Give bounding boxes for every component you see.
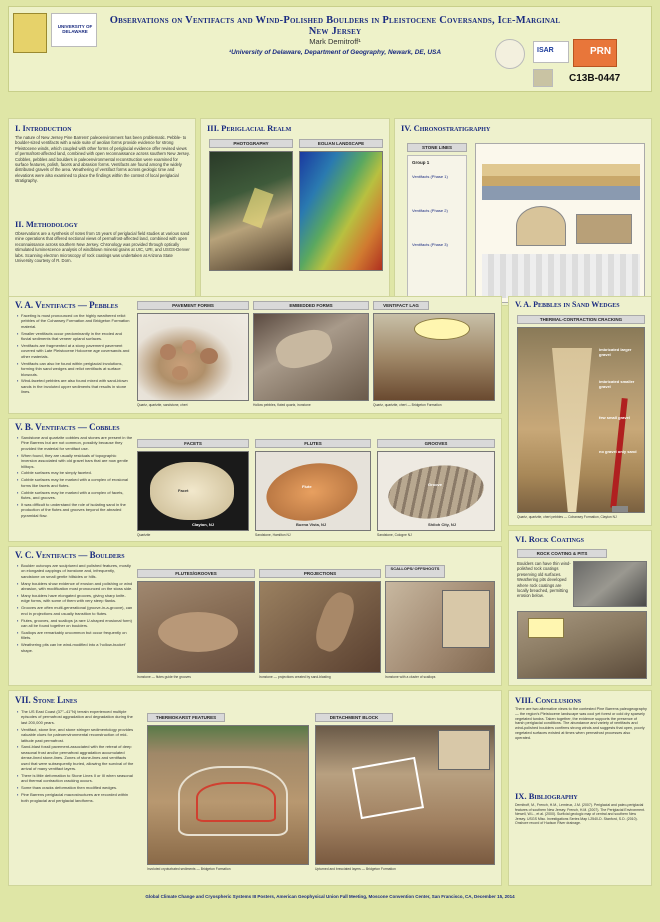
flutes-grooves-label: FLUTES/GROOVES [137, 569, 255, 578]
pebbles-bullet: ▪ Faceting is most pronounced on the highly weathered relict pebbles of the Cohansey Formation and Bridgeton Formation material. [17, 313, 133, 329]
facet-tag: Facet [178, 488, 189, 493]
boulders-panel [8, 546, 502, 686]
rock-coatings-panel [508, 530, 652, 686]
stone-lines-label: STONE LINES [407, 143, 467, 152]
pebbles-bullets [17, 313, 133, 396]
flute-place: Buena Vista, NJ [296, 522, 327, 527]
cobbles-bullet: ▪ Cobble surfaces may be simply faceted. [17, 470, 133, 475]
boulders-bullet: ▪ Scallops are remarkably uncommon but occur frequently on fillets. [17, 630, 133, 641]
boulders-bullet: ▪ Grooves are often multi-generational (groove-in-a-groove), can end in projections and usually transition to flutes. [17, 605, 133, 616]
intro-panel [8, 118, 196, 306]
photography-label: PHOTOGRAPHY [209, 139, 293, 148]
boulders-bullet: ▪ Boulder outcrops are sculptured and polished features, mostly on elongated cappings of ironstone and, infrequently, sandstone on small gentle hillsides or hills. [17, 563, 133, 579]
annotation-no-gravel: no gravel only sand [599, 449, 637, 454]
groove-tag: Groove [428, 482, 443, 487]
pebbles-bullet: ▪ Smaller ventifacts occur predominantly in the eroded and fluvial sediments that veneer upland surfaces. [17, 331, 133, 342]
flutes-grooves-caption: Ironstone — flutes guide the grooves [137, 675, 191, 679]
pebbles-bullet: ▪ Wind-faceted pebbles are also found mixed with sand-blown sands in the involuted upper sediments that results in stone lines. [17, 378, 133, 394]
poster-title: Observations on Ventifacts and Wind-Polished Boulders in Pleistocene Coversands, Ice-Marginal New Jersey [109, 15, 561, 37]
ventifact-phase-3: Ventifacts (Phase 3) [412, 242, 448, 247]
chrono-title: IV. Chronostratigraphy [401, 123, 491, 133]
flutes-photo [255, 451, 371, 531]
thermokarst-photo [147, 725, 309, 865]
detachment-caption: Upturned and brecciated layers — Bridgeton Formation [315, 867, 396, 871]
flutes-caption: Sandstone, Hamilton NJ [255, 533, 291, 537]
boulders-bullet: ▪ Many boulders have elongated grooves, giving sharp knife-edge forms, with some of them with very steep flanks. [17, 593, 133, 604]
boulders-bullet: ▪ Flutes, grooves, and scallops (a rare U-shaped erosional form) can all be found together on boulders. [17, 618, 133, 629]
ventifact-phase-1: Ventifacts (Phase 1) [412, 174, 448, 179]
stone-lines-bullet: ▪ Some thaw cracks deformation then modified wedges. [17, 785, 135, 790]
thermal-contraction-label: THERMAL-CONTRACTION CRACKING [517, 315, 645, 324]
ventifact-lag-photo [373, 313, 495, 401]
small-emblem-logo [533, 69, 553, 87]
annotation-larger-gravel: imbricated larger gravel [599, 347, 632, 357]
rock-coating-photo-1 [573, 561, 647, 607]
eolian-landscape-label: EOLIAN LANDSCAPE [299, 139, 383, 148]
ventifact-lag-caption: Quartz, quartzite, chert — Bridgeton Formation [373, 403, 442, 407]
pavement-forms-label: PAVEMENT FORMS [137, 301, 249, 310]
sand-wedge-caption: Quartz, quartzite, chert pebbles — Cohansey Formation, Clayton NJ [517, 515, 617, 519]
affiliation: ¹University of Delaware, Department of Geography, Newark, DE, USA [228, 49, 442, 56]
rock-coating-pits-label: ROCK COATING & PITS [517, 549, 607, 558]
projections-label: PROJECTIONS [259, 569, 381, 578]
bibliography-text: Demitroff, M., French, H.M., Lemieux, J.M. (2007). Periglacial and paleo-periglacial features of southern New Jersey. French, H.M. (2007). The Periglacial Environment. Newell, W.L., et al. (2000). Surficial geologic map of central and southern New Jersey. USGS Misc. Investigations Series Map I-2540-D. Stanford, S.D. (2010). Onshore record of Hudson River drainage. [515, 803, 646, 826]
bibliography-title: IX. Bibliography [515, 791, 578, 801]
pavement-caption: Quartz, quartzite, sandstone, chert [137, 403, 188, 407]
annotation-few-small-gravel: few small gravel [599, 415, 630, 420]
boulders-bullet: ▪ Many boulders show evidence of erosion and polishing or wind abrasion, with modification most pronounced on the stoss side. [17, 581, 133, 592]
cobbles-bullet: ▪ When found, they are usually residuals of topographic inversion associated with old gravel bars that are now gentle hilltops. [17, 453, 133, 469]
rock-coatings-text: Boulders can have thin wind-polished rock coatings preserving old surfaces. Weathering pits developed where rock coatings are locally breached, permitting erosion below. [517, 561, 571, 599]
society-seal-logo [495, 39, 525, 69]
methodology-text: Observations are a synthesis of notes from 15 years of periglacial field studies at various sand mine operations that offered sectional views of permafrost-affected land, combined with open reconnaissance across southern New Jersey. Chronology was provided through optically stimulated luminescence analysis of windblown mineral grains at UIC, URI, and USGS-Denver labs. Scanning electron microscopy of rock coatings was undertaken at Arizona State University courtesy of R. Dorn. [15, 231, 190, 264]
facets-caption: Quartzite [137, 533, 151, 537]
stone-lines-bullet: ▪ Sand-blast fossil pavement-associated with the retreat of deep seasonal frost and/or permafrost aggradation accumulated dense-lined stone-lines. Zones of stone-lines and ventifacts used that were subsequently buried, allowing the survival of the arrival of many ventifact layers. [17, 744, 135, 771]
eolian-landscape-map [299, 151, 383, 271]
embedded-forms-photo [253, 313, 369, 401]
rock-coating-photo-2 [517, 611, 647, 679]
sand-wedges-panel [508, 296, 652, 526]
stone-lines-bullet: ▪ There is little deformation to Stone Lines II or III when seasonal and thermal contraction cracking occurs. [17, 773, 135, 784]
poster-footer: Global Climate Change and Cryospheric Systems III Posters, American Geophysical Union Fall Meeting, Moscone Convention Center, San Francisco, CA, December 15, 2014 [145, 894, 515, 899]
stone-lines-bullet: ▪ Pine Barrens periglacial macrostructures are recorded within both proglacial and periglacial landforms. [17, 792, 135, 803]
facet-place: Clayton, NJ [192, 522, 215, 527]
stone-lines-panel [8, 690, 502, 886]
intro-text: The nature of New Jersey Pine Barrens' paleoenvironment has been problematic. Pebble- to boulder-sized ventifacts with a wide suite of aeolian forms provide evidence for strong Pleistocene winds, which coupled with other forms of periglacial evidence offer revised views of permafrost-affected land, combined with open reconnaissance across southern New Jersey. Cobbles, pebbles and boulders in paleoenvironmental reconstruction were examined for surface features, polish, facets and abrasion forms. Ventifacts are found among the widely distributed gravels of the area. Weathering of ventifact forms across geologic time and elevations were also examined to place the findings within the context of local periglacial stratigraphy. [15, 135, 190, 184]
periglacial-aerial-map [209, 151, 293, 271]
conclusions-text: There are two alternative views to the contested Pine Barrens paleogeography — the region's Pleistocene landscape was cool yet forest or cold dry sparsely vegetated tundra. Taken together, the evidence supports the presence of harsh periglacial conditions. The abundance and variety of ventifacts and wind-polished boulders confirms strong winds and suggests that open, poorly vegetated surfaces existed at times when permafrost processes also operated. [515, 707, 647, 740]
pebbles-bullet: ▪ Ventifacts are fragmented at a stony pavement pavement covered with Late Pleistocene Holocene age coversands and other materials. [17, 343, 133, 359]
pavement-forms-photo [137, 313, 249, 401]
group-label: Group 1 [412, 160, 430, 165]
university-of-delaware-logo [51, 13, 97, 47]
embedded-forms-label: EMBEDDED FORMS [253, 301, 369, 310]
facets-photo [137, 451, 249, 531]
university-seal-logo [13, 13, 47, 53]
cobbles-bullet: ▪ It was difficult to understand the role of isolating sand in the production of the flutes and grooves beyond the abraded pyramidal flow. [17, 502, 133, 518]
chronostratigraphy-panel [394, 118, 652, 306]
prn-logo [573, 39, 617, 67]
grooves-label: GROOVES [377, 439, 495, 448]
scallops-caption: Ironstone with a cluster of scallops [385, 675, 436, 679]
annotation-smaller-gravel: imbricated smaller gravel [599, 379, 635, 389]
flutes-grooves-photo [137, 581, 255, 673]
stone-lines-title: VII. Stone Lines [15, 695, 78, 705]
stone-lines-bullets [17, 709, 135, 805]
rock-coatings-title: VI. Rock Coatings [515, 534, 584, 544]
grooves-photo [377, 451, 495, 531]
facets-label: FACETS [137, 439, 249, 448]
cobbles-title: V. B. Ventifacts — Cobbles [15, 422, 120, 432]
prn-logo-text: PRN [590, 46, 612, 57]
cobbles-bullet: ▪ Cobble surfaces may be marked with a complex of erosional forms like facets and flutes. [17, 477, 133, 488]
periglacial-panel [200, 118, 390, 306]
flute-tag: Flute [302, 484, 312, 489]
stone-lines-bullet: ▪ Ventifact, stone line, and stone stringer sedimentology provides valuable clues for paleoenvironmental reconstruction of mid-latitude past permafrost. [17, 727, 135, 743]
detachment-block-label: DETACHMENT BLOCK [315, 713, 393, 722]
stratigraphic-cross-section [475, 143, 645, 303]
scallops-photo [385, 581, 495, 673]
thermokarst-label: THERMOKARST FEATURES [147, 713, 225, 722]
intro-title: I. Introduction [15, 123, 72, 133]
periglacial-title: III. Periglacial Realm [207, 123, 292, 133]
cobbles-bullet: ▪ Sandstone and quartzite cobbles and stones are present in the Pine Barrens but are not common, possibly because they provided the material for ventifact use. [17, 435, 133, 451]
ventifact-phase-2: Ventifacts (Phase 2) [412, 208, 448, 213]
grooves-caption: Sandstone, Cologne NJ [377, 533, 412, 537]
poster-header [8, 6, 652, 92]
isar-logo [533, 41, 569, 63]
cobbles-bullets [17, 435, 133, 520]
embedded-caption: Hollow pebbles, fluted quartz, ironstone [253, 403, 311, 407]
isar-logo-text: ISAR [537, 47, 554, 54]
boulders-bullets [17, 563, 133, 655]
scallops-label: SCALLOPS/ OFFSHOOTS [385, 565, 445, 578]
detachment-block-photo [315, 725, 495, 865]
groove-place: Shiloh City, NJ [428, 522, 456, 527]
projections-caption: Ironstone — projections created by sand-blasting [259, 675, 331, 679]
projections-photo [259, 581, 381, 673]
cobbles-panel [8, 418, 502, 542]
flutes-label: FLUTES [255, 439, 371, 448]
conclusions-title: VIII. Conclusions [515, 695, 582, 705]
stone-lines-legend [407, 155, 467, 303]
author: Mark Demitroff¹ [309, 37, 361, 46]
cobbles-bullet: ▪ Cobble surfaces may be marked with a complex of facets, flutes, and grooves. [17, 490, 133, 501]
boulders-bullet: ▪ Weathering pits can be wind-modified into a 'hollow-bucket' shape. [17, 642, 133, 653]
sand-wedges-title: V. A. Pebbles in Sand Wedges [515, 300, 620, 309]
pebbles-bullet: ▪ Ventifacts can also be found within periglacial involutions, forming thin sand wedges and relict ventifacts at surface blowouts. [17, 361, 133, 377]
pebbles-panel [8, 296, 502, 414]
stone-lines-bullet: ▪ The US East Coast (37°–41°N) terrain experienced multiple episodes of permafrost aggradation and degradation during the last 200,000 years. [17, 709, 135, 725]
methodology-title: II. Methodology [15, 219, 78, 229]
conclusions-panel [508, 690, 652, 886]
pebbles-title: V. A. Ventifacts — Pebbles [15, 300, 118, 310]
logo-text: UNIVERSITY OF DELAWARE [57, 24, 93, 34]
ventifact-lag-label: VENTIFACT LAG [373, 301, 429, 310]
thermokarst-caption: Involuted cryoturbated sediments — Bridgeton Formation [147, 867, 231, 871]
boulders-title: V. C. Ventifacts — Boulders [15, 550, 125, 560]
poster-code: C13B-0447 [569, 73, 621, 84]
